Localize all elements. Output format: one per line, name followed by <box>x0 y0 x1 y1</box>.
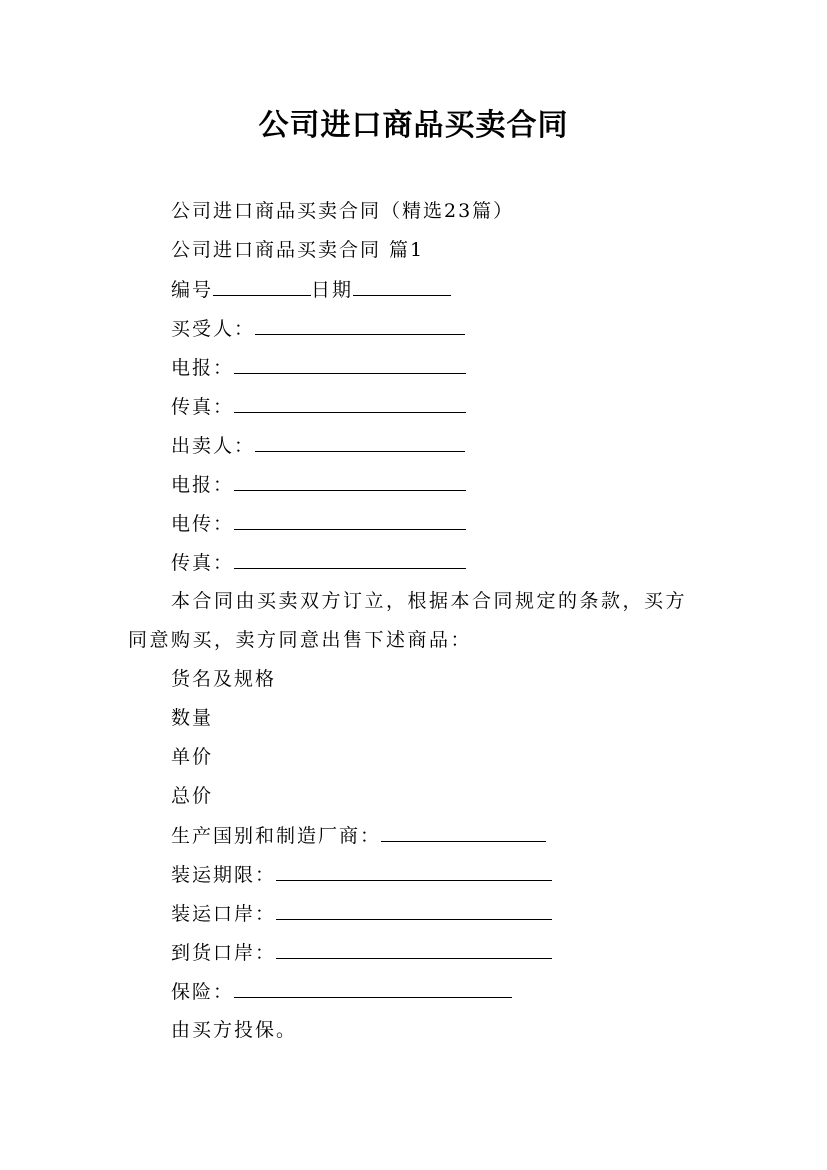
origin-label: 生产国别和制造厂商： <box>171 825 382 847</box>
seller-fax-label: 传真： <box>171 552 235 574</box>
buyer-telegram-row <box>171 355 466 380</box>
goods-unit-price: 单价 <box>171 746 214 768</box>
insurance-blank <box>234 979 512 998</box>
shipping-period-label: 装运期限： <box>171 864 277 886</box>
shipping-period-row <box>171 862 552 887</box>
origin-blank <box>381 823 546 842</box>
loading-port-row <box>171 901 552 926</box>
seller-telegram-label: 电报： <box>171 474 235 496</box>
destination-port-row <box>171 940 552 965</box>
buyer-label: 买受人： <box>171 318 256 340</box>
section-heading: 公司进口商品买卖合同 篇1 <box>171 239 425 261</box>
seller-telex-row <box>171 511 466 536</box>
buyer-telegram-blank <box>234 355 466 374</box>
buyer-row <box>171 316 465 341</box>
number-label: 编号 <box>171 279 214 301</box>
goods-total-price: 总价 <box>171 785 214 807</box>
goods-name-spec: 货名及规格 <box>171 668 277 690</box>
buyer-fax-blank <box>234 394 466 413</box>
date-blank <box>353 277 451 296</box>
origin-row <box>171 823 546 848</box>
buyer-telegram-label: 电报： <box>171 357 235 379</box>
number-date-row <box>171 277 451 302</box>
destination-port-label: 到货口岸： <box>171 942 277 964</box>
buyer-fax-label: 传真： <box>171 396 235 418</box>
shipping-period-blank <box>276 862 552 881</box>
seller-telex-blank <box>234 511 466 530</box>
buyer-fax-row <box>171 394 466 419</box>
loading-port-label: 装运口岸： <box>171 903 277 925</box>
number-blank <box>213 277 311 296</box>
seller-row <box>171 433 465 458</box>
insurance-row <box>171 979 512 1004</box>
seller-telegram-blank <box>234 472 466 491</box>
seller-blank <box>255 433 465 452</box>
loading-port-blank <box>276 901 552 920</box>
insurance-note: 由买方投保。 <box>171 1019 298 1041</box>
subtitle: 公司进口商品买卖合同（精选23篇） <box>171 200 515 222</box>
seller-fax-blank <box>234 550 466 569</box>
buyer-blank <box>255 316 465 335</box>
agreement-paragraph: 本合同由买卖双方订立，根据本合同规定的条款，买方同意购买，卖方同意出售下述商品： <box>128 590 688 651</box>
date-label: 日期 <box>311 279 354 301</box>
seller-label: 出卖人： <box>171 435 256 457</box>
insurance-label: 保险： <box>171 981 235 1003</box>
seller-telegram-row <box>171 472 466 497</box>
document-title: 公司进口商品买卖合同 <box>258 108 569 143</box>
seller-fax-row <box>171 550 466 575</box>
destination-port-blank <box>276 940 552 959</box>
seller-telex-label: 电传： <box>171 513 235 535</box>
goods-quantity: 数量 <box>171 707 214 729</box>
